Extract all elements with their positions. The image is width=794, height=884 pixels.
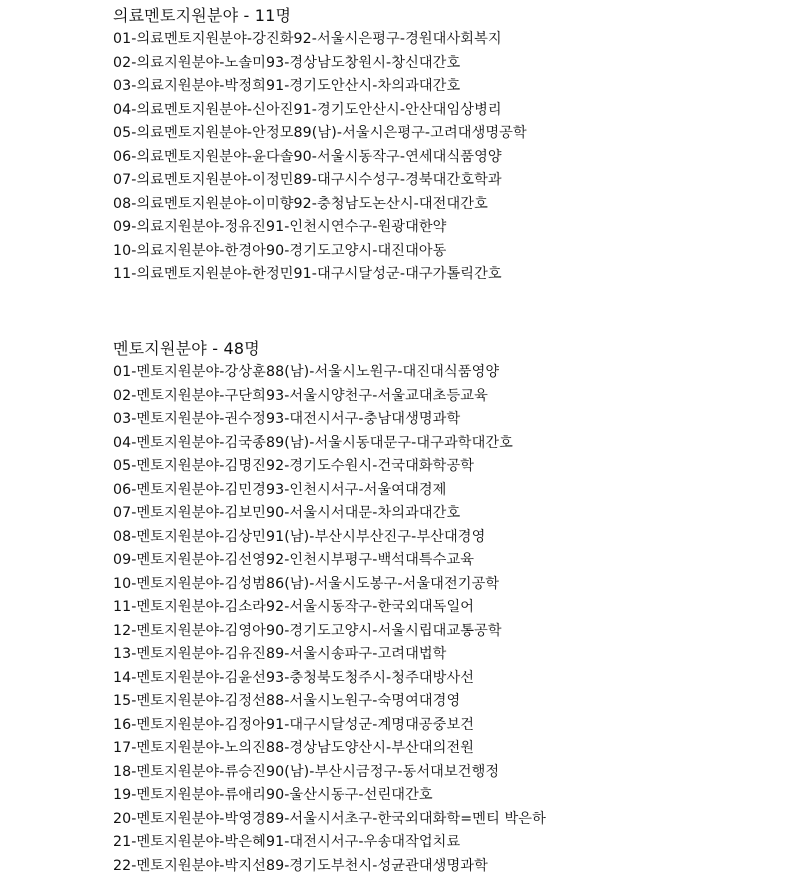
medical-mentor-section bbox=[113, 4, 527, 287]
list-item: 13-멘토지원분야-김유진89-서울시송파구-고려대법학 bbox=[113, 646, 447, 662]
list-item: 05-의료멘토지원분야-안정모89(남)-서울시은평구-고려대생명공학 bbox=[113, 125, 527, 141]
list-item: 18-멘토지원분야-류승진90(남)-부산시금정구-동서대보건행정 bbox=[113, 763, 500, 780]
list-item: 07-의료멘토지원분야-이정민89-대구시수성구-경북대간호학과 bbox=[113, 172, 502, 188]
list-item: 02-멘토지원분야-구단희93-서울시양천구-서울교대초등교육 bbox=[113, 387, 488, 404]
list-item: 01-멘토지원분야-강상훈88(남)-서울시노원구-대진대식품영양 bbox=[113, 364, 500, 380]
list-item: 09-멘토지원분야-김선영92-인천시부평구-백석대특수교육 bbox=[113, 552, 475, 568]
list-item: 03-멘토지원분야-권수정93-대전시서구-충남대생명과학 bbox=[113, 411, 461, 427]
list-item: 21-멘토지원분야-박은혜91-대전시서구-우송대작업치료 bbox=[113, 834, 461, 850]
list-item: 14-멘토지원분야-김윤선93-충청북도청주시-청주대방사선 bbox=[113, 669, 475, 686]
list-item: 10-멘토지원분야-김성범86(남)-서울시도봉구-서울대전기공학 bbox=[113, 575, 500, 592]
list-item: 06-멘토지원분야-김민경93-인천시서구-서울여대경제 bbox=[113, 481, 447, 498]
section-title: 의료멘토지원분야 - 11명 bbox=[113, 6, 292, 25]
list-item: 09-의료지원분야-정유진91-인천시연수구-원광대한약 bbox=[113, 219, 447, 235]
list-item: 15-멘토지원분야-김정선88-서울시노원구-숙명여대경영 bbox=[113, 693, 461, 709]
list-item: 02-의료지원분야-노솔미93-경상남도창원시-창신대간호 bbox=[113, 54, 461, 71]
list-item: 08-멘토지원분야-김상민91(남)-부산시부산진구-부산대경영 bbox=[113, 528, 486, 545]
mentor-list bbox=[113, 361, 546, 878]
list-item: 08-의료멘토지원분야-이미향92-충청남도논산시-대전대간호 bbox=[113, 195, 488, 212]
list-item: 11-멘토지원분야-김소라92-서울시동작구-한국외대독일어 bbox=[113, 599, 475, 615]
list-item: 16-멘토지원분야-김정아91-대구시달성군-계명대공중보건 bbox=[113, 716, 475, 733]
list-item: 03-의료지원분야-박정희91-경기도안산시-차의과대간호 bbox=[113, 78, 461, 94]
list-item: 20-멘토지원분야-박영경89-서울시서초구-한국외대화학=멘티 박은하 bbox=[113, 810, 546, 827]
list-item: 12-멘토지원분야-김영아90-경기도고양시-서울시립대교통공학 bbox=[113, 622, 502, 639]
list-item: 11-의료멘토지원분야-한정민91-대구시달성군-대구가톨릭간호 bbox=[113, 266, 502, 282]
medical-mentor-list bbox=[113, 28, 527, 287]
list-item: 22-멘토지원분야-박지선89-경기도부천시-성균관대생명과학 bbox=[113, 857, 488, 874]
mentor-section bbox=[113, 337, 546, 878]
list-item: 04-멘토지원분야-김국종89(남)-서울시동대문구-대구과학대간호 bbox=[113, 434, 513, 451]
list-item: 04-의료멘토지원분야-신아진91-경기도안산시-안산대임상병리 bbox=[113, 101, 502, 118]
list-item: 10-의료지원분야-한경아90-경기도고양시-대진대아동 bbox=[113, 242, 447, 259]
section-title: 멘토지원분야 - 48명 bbox=[113, 339, 260, 358]
list-item: 06-의료멘토지원분야-윤다솔90-서울시동작구-연세대식품영양 bbox=[113, 148, 502, 165]
list-item: 01-의료멘토지원분야-강진화92-서울시은평구-경원대사회복지 bbox=[113, 31, 502, 47]
list-item: 17-멘토지원분야-노의진88-경상남도양산시-부산대의전원 bbox=[113, 740, 475, 756]
list-item: 19-멘토지원분야-류애리90-울산시동구-선린대간호 bbox=[113, 787, 433, 803]
list-item: 05-멘토지원분야-김명진92-경기도수원시-건국대화학공학 bbox=[113, 458, 475, 474]
list-item: 07-멘토지원분야-김보민90-서울시서대문-차의과대간호 bbox=[113, 505, 461, 521]
